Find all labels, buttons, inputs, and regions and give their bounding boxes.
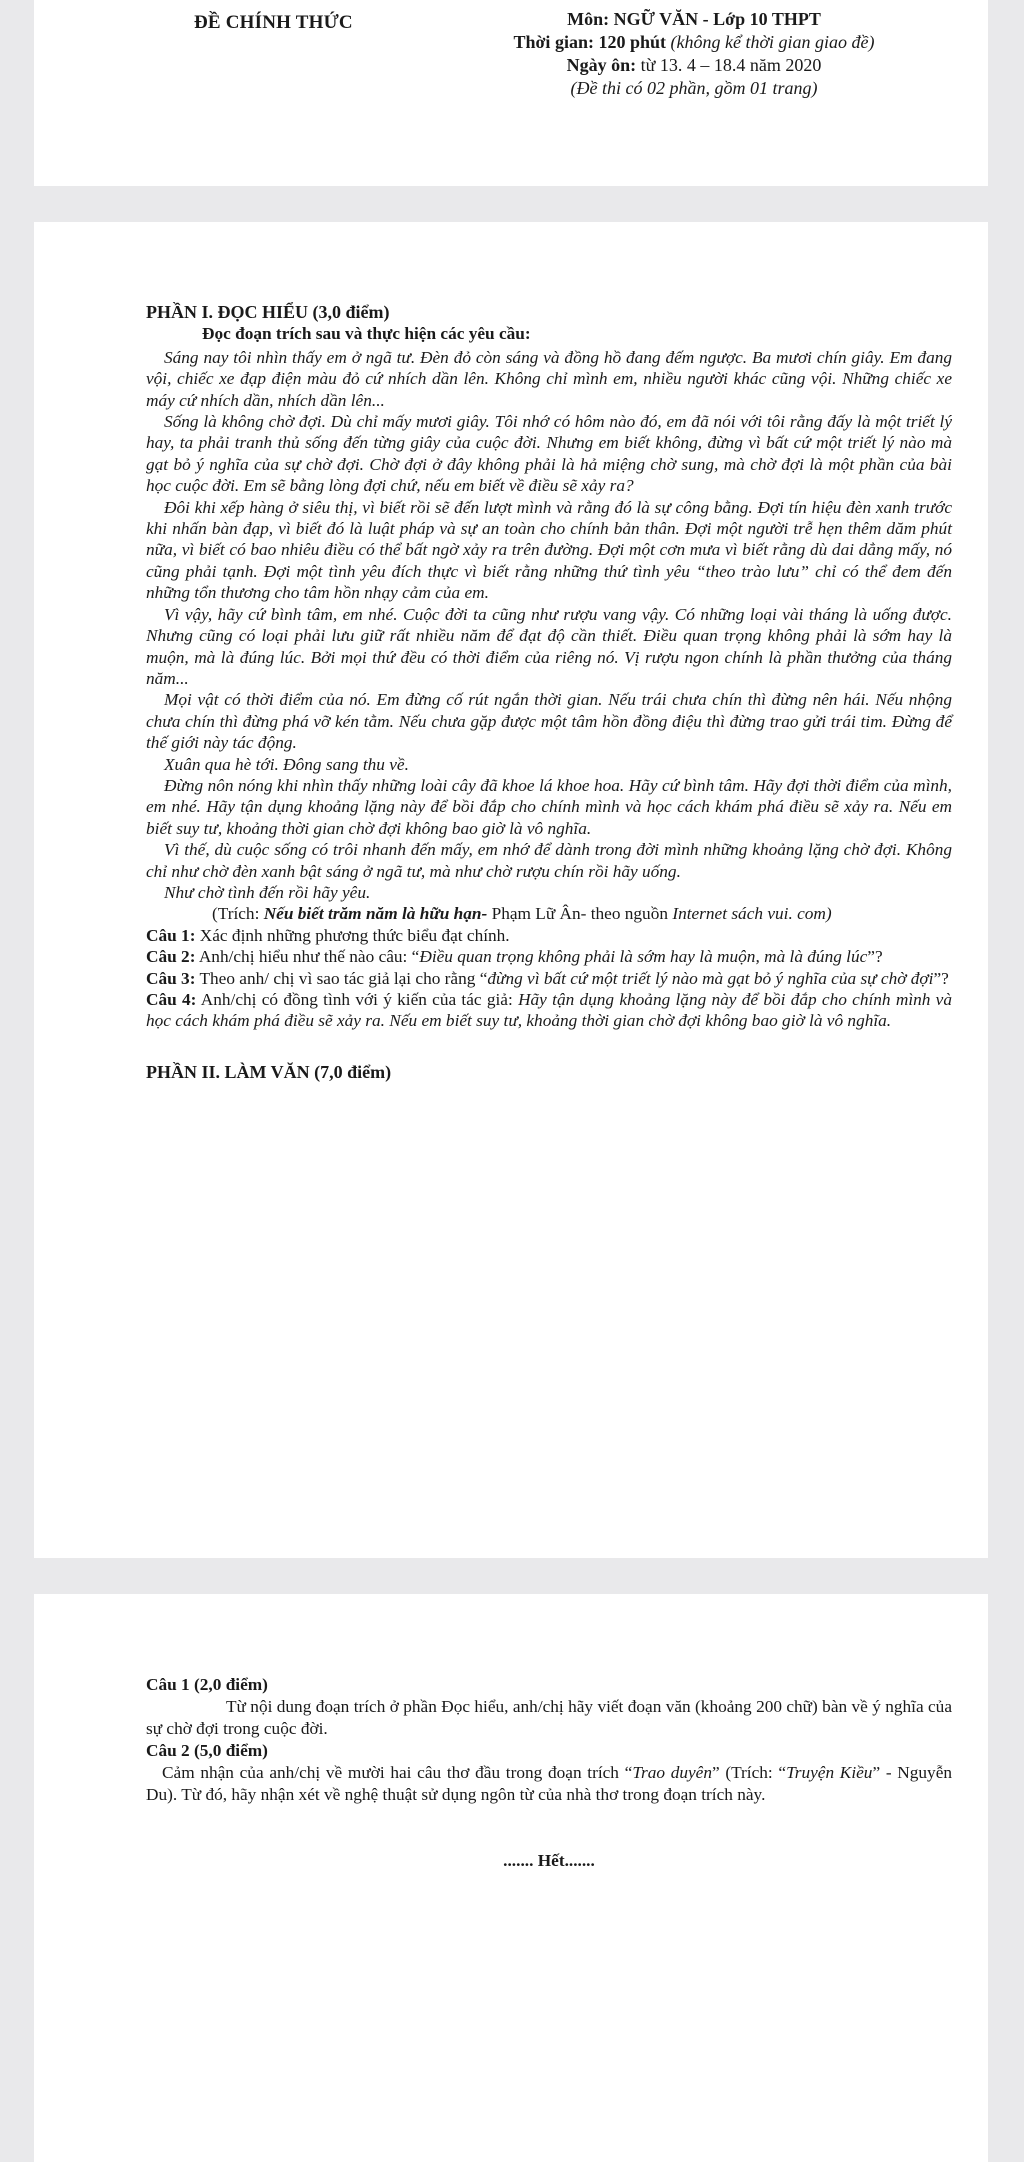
question-tail: ”? — [867, 947, 883, 967]
passage-paragraph: Xuân qua hè tới. Đông sang thu về. — [164, 754, 409, 774]
date-line — [434, 54, 954, 77]
source-prefix: (Trích: — [212, 904, 260, 924]
passage-paragraph: Sáng nay tôi nhìn thấy em ở ngã tư. Đèn đỏ còn sáng và đồng hồ đang đếm ngược. Ba mươi chín giây. Em đang vội, chiếc xe đạp điện màu đỏ cứ nhích dần lên. Không chỉ mình em, nhiều người khác cũng vội. Những chiếc xe máy cứ nhích dần, nhích dần lên... — [146, 347, 952, 410]
question-quote: đừng vì bất cứ một triết lý nào mà gạt bỏ ý nghĩa của sự chờ đợi — [487, 968, 934, 988]
q2-text-a: Cảm nhận của anh/chị về mười hai câu thơ đầu trong đoạn trích “ — [162, 1763, 633, 1782]
q2-text-b: ” (Trích: “ — [711, 1763, 787, 1782]
subject-line: Môn: NGỮ VĂN - Lớp 10 THPT — [567, 9, 821, 29]
question-quote: Hãy tận dụng khoảng lặng này để bồi đắp cho chính mình và học cách khám phá điều sẽ xảy ra. Nếu em biết suy tư, khoảng thời gian chờ đợi không bao giờ là vô nghĩa. — [146, 990, 952, 1031]
q2-italic-a: Trao duyên — [632, 1763, 712, 1782]
part1-content — [146, 302, 952, 1083]
question-text: Anh/chị có đồng tình với ý kiến của tác giả: — [200, 990, 519, 1009]
part2-sheet — [34, 1594, 988, 2162]
passage-paragraph: Đừng nôn nóng khi nhìn thấy những loài cây đã khoe lá khoe hoa. Hãy cứ bình tâm. Hãy đợi thời điểm của mình, em nhé. Hãy tận dụng khoảng lặng này để bồi đắp cho chính mình và học cách khám phá điều sẽ xảy ra. Nếu em biết suy tư, khoảng thời gian chờ đợi không bao giờ là vô nghĩa. — [146, 775, 952, 838]
question-text: Xác định những phương thức biểu đạt chính. — [199, 925, 510, 945]
question-1 — [146, 925, 952, 946]
question-3 — [146, 968, 952, 989]
question-text: Theo anh/ chị vì sao tác giả lại cho rằng “ — [199, 968, 488, 988]
passage-paragraph: Sống là không chờ đợi. Dù chỉ mấy mươi giây. Tôi nhớ có hôm nào đó, em đã nói với tôi rằng đấy là một triết lý hay, ta phải tranh thủ sống đến từng giây của cuộc đời. Nhưng em biết không, đừng vì bất cứ một triết lý nào mà gạt bỏ ý nghĩa của sự chờ đợi. Chờ đợi ở đây không phải là hả miệng chờ sung, mà chờ đợi là một phần của bài học cuộc đời. Em sẽ bằng lòng đợi chứ, nếu em biết về điều sẽ xảy ra? — [146, 412, 952, 496]
official-label: ĐỀ CHÍNH THỨC — [194, 12, 353, 33]
part1-title: PHẦN I. ĐỌC HIỂU (3,0 điểm) — [146, 302, 390, 322]
passage-paragraph: Đôi khi xếp hàng ở siêu thị, vì biết rồi sẽ đến lượt mình và rằng đó là sự công bằng. Đợi tín hiệu đèn xanh trước khi nhấn bàn đạp, vì biết đó là luật pháp và sự an toàn cho chính bản thân. Đợi một người trễ hẹn thêm dăm phút nữa, vì biết có bao nhiêu điều có thể bất ngờ xảy ra trên đường. Đợi một cơn mưa vì biết rằng dù dai dẳng mấy, nó cũng phải tạnh. Đợi một tình yêu đích thực vì biết rằng những thứ tình yêu “theo trào lưu” chỉ có thể đem đến những tổn thương cho tâm hồn nhạy cảm của em. — [146, 497, 952, 603]
question-4 — [146, 989, 952, 1032]
time-label: Thời gian: 120 phút — [513, 32, 666, 52]
question-tail: ”? — [933, 968, 949, 988]
question-label: Câu 3: — [146, 968, 196, 988]
source-title: Nếu biết trăm năm là hữu hạn- — [263, 904, 488, 924]
part2-question-1-head: Câu 1 (2,0 điểm) — [146, 1675, 268, 1694]
question-quote: Điều quan trọng không phải là sớm hay là muộn, mà là đúng lúc — [419, 947, 868, 967]
passage-paragraph: Mọi vật có thời điểm của nó. Em đừng cố rút ngắn thời gian. Nếu trái chưa chín thì đừng nên hái. Nếu nhộng chưa chín thì đừng phá vỡ kén tằm. Nếu chưa gặp được một tâm hồn đồng điệu thì đừng trao gửi trái tim. Đừng để thế giới này tác động. — [146, 690, 952, 753]
part2-title: PHẦN II. LÀM VĂN (7,0 điểm) — [146, 1061, 392, 1082]
source-author: Phạm Lữ Ân- theo nguồn — [491, 904, 668, 924]
question-label: Câu 2: — [146, 947, 196, 967]
part2-question-2-text — [146, 1762, 952, 1806]
question-2 — [146, 946, 952, 967]
exam-info — [434, 8, 954, 100]
q2-text-c: ” - Nguyễn Du). Từ đó, hãy nhận xét về nghệ thuật sử dụng ngôn từ của nhà thơ trong đoạn trích này. — [146, 1763, 952, 1804]
source-site: Internet sách vui. com) — [672, 904, 832, 924]
date-label: Ngày ôn: — [566, 55, 637, 75]
passage-source — [146, 903, 952, 924]
question-text: Anh/chị hiểu như thế nào câu: “ — [198, 947, 420, 967]
passage-paragraph: Vì vậy, hãy cứ bình tâm, em nhé. Cuộc đời ta cũng như rượu vang vậy. Có những loại vài tháng là uống được. Nhưng cũng có loại phải lưu giữ rất nhiều năm để đạt độ cần thiết. Điều quan trọng không phải là sớm hay là muộn, mà là đúng lúc. Bởi mọi thứ đều có thời điểm của riêng nó. Vị rượu ngon chính là phần thưởng của tháng năm... — [146, 604, 952, 688]
q2-italic-b: Truyện Kiều — [786, 1763, 873, 1782]
question-label: Câu 1: — [146, 925, 196, 945]
part2-question-2-head: Câu 2 (5,0 điểm) — [146, 1741, 268, 1760]
part1-sheet — [34, 222, 988, 1558]
exam-header-sheet — [34, 0, 988, 186]
time-note: (không kể thời gian giao đề) — [670, 32, 875, 52]
time-line — [434, 31, 954, 54]
pages-note: (Đề thi có 02 phần, gồm 01 trang) — [570, 78, 818, 98]
passage-paragraph: Vì thế, dù cuộc sống có trôi nhanh đến mấy, em nhớ để dành trong đời mình những khoảng lặng chờ đợi. Không chỉ như chờ đèn xanh bật sáng ở ngã tư, mà như chờ rượu chín rồi hãy uống. — [146, 840, 952, 881]
date-value: từ 13. 4 – 18.4 năm 2020 — [640, 55, 822, 75]
part1-instruction: Đọc đoạn trích sau và thực hiện các yêu cầu: — [202, 324, 531, 344]
end-marker: ....... Hết....... — [503, 1851, 595, 1870]
part2-question-1-text: Từ nội dung đoạn trích ở phần Đọc hiểu, anh/chị hãy viết đoạn văn (khoảng 200 chữ) bàn về ý nghĩa của sự chờ đợi trong cuộc đời. — [146, 1697, 952, 1738]
part2-content — [146, 1674, 952, 1872]
question-label: Câu 4: — [146, 990, 197, 1009]
passage-paragraph: Như chờ tình đến rồi hãy yêu. — [164, 882, 371, 902]
